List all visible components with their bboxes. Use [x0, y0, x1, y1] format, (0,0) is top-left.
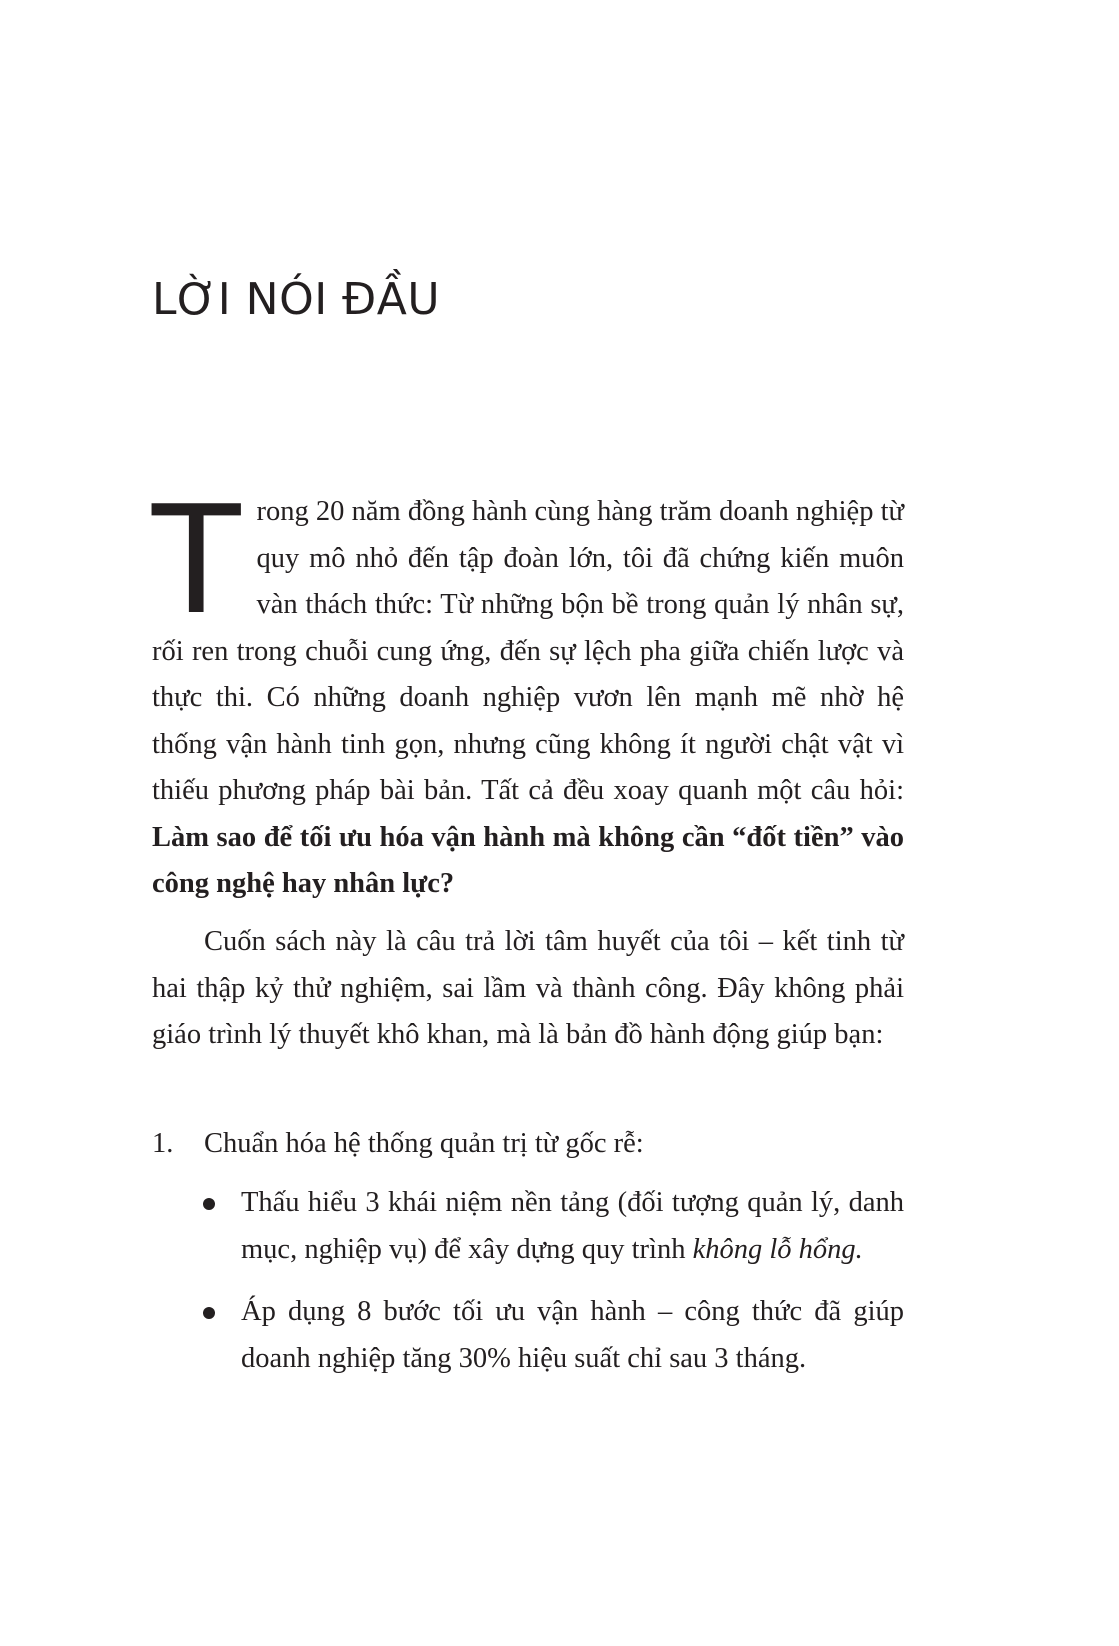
list-item-number: 1.: [152, 1128, 174, 1159]
bullet-item: [200, 1180, 904, 1273]
key-question: Làm sao để tối ưu hóa vận hành mà không cần “đốt tiền” vào công nghệ hay nhân lực?: [152, 821, 904, 899]
bullet-item-content: [241, 1180, 904, 1273]
bullet-item-text: Thấu hiểu 3 khái niệm nền tảng (đối tượng quản lý, danh mục, nghiệp vụ) để xây dựng quy trình: [241, 1187, 904, 1265]
intro-paragraph-text: rong 20 năm đồng hành cùng hàng trăm doanh nghiệp từ quy mô nhỏ đến tập đoàn lớn, tôi đã chứng kiến muôn vàn thách thức: Từ những bộn bề trong quản lý nhân sự, rối ren trong chuỗi cung ứng, đến sự lệch pha giữa chiến lược và thực thi. Có những doanh nghiệp vươn lên mạnh mẽ nhờ hệ thống vận hành tinh gọn, nhưng cũng không ít người chật vật vì thiếu phương pháp bài bản. Tất cả đều xoay quanh một câu hỏi:: [152, 496, 904, 806]
drop-cap: T: [148, 470, 245, 646]
intro-paragraph: [148, 470, 904, 908]
bullet-item-emphasis: không lỗ hổng.: [692, 1233, 863, 1265]
second-paragraph: Cuốn sách này là câu trả lời tâm huyết của tôi – kết tinh từ hai thập kỷ thử nghiệm, sai lầm và thành công. Đây không phải giáo trình lý thuyết khô khan, mà là bản đồ hành động giúp bạn:: [152, 926, 904, 1050]
bullet-item: [200, 1289, 904, 1382]
list-item-label: Chuẩn hóa hệ thống quản trị từ gốc rễ:: [204, 1128, 644, 1159]
numbered-list-item: [152, 1121, 644, 1168]
bullet-item-text: Áp dụng 8 bước tối ưu vận hành – công thức đã giúp doanh nghiệp tăng 30% hiệu suất chỉ sau 3 tháng.: [241, 1296, 904, 1374]
chapter-title: LỜI NÓI ĐẦU: [152, 274, 441, 325]
